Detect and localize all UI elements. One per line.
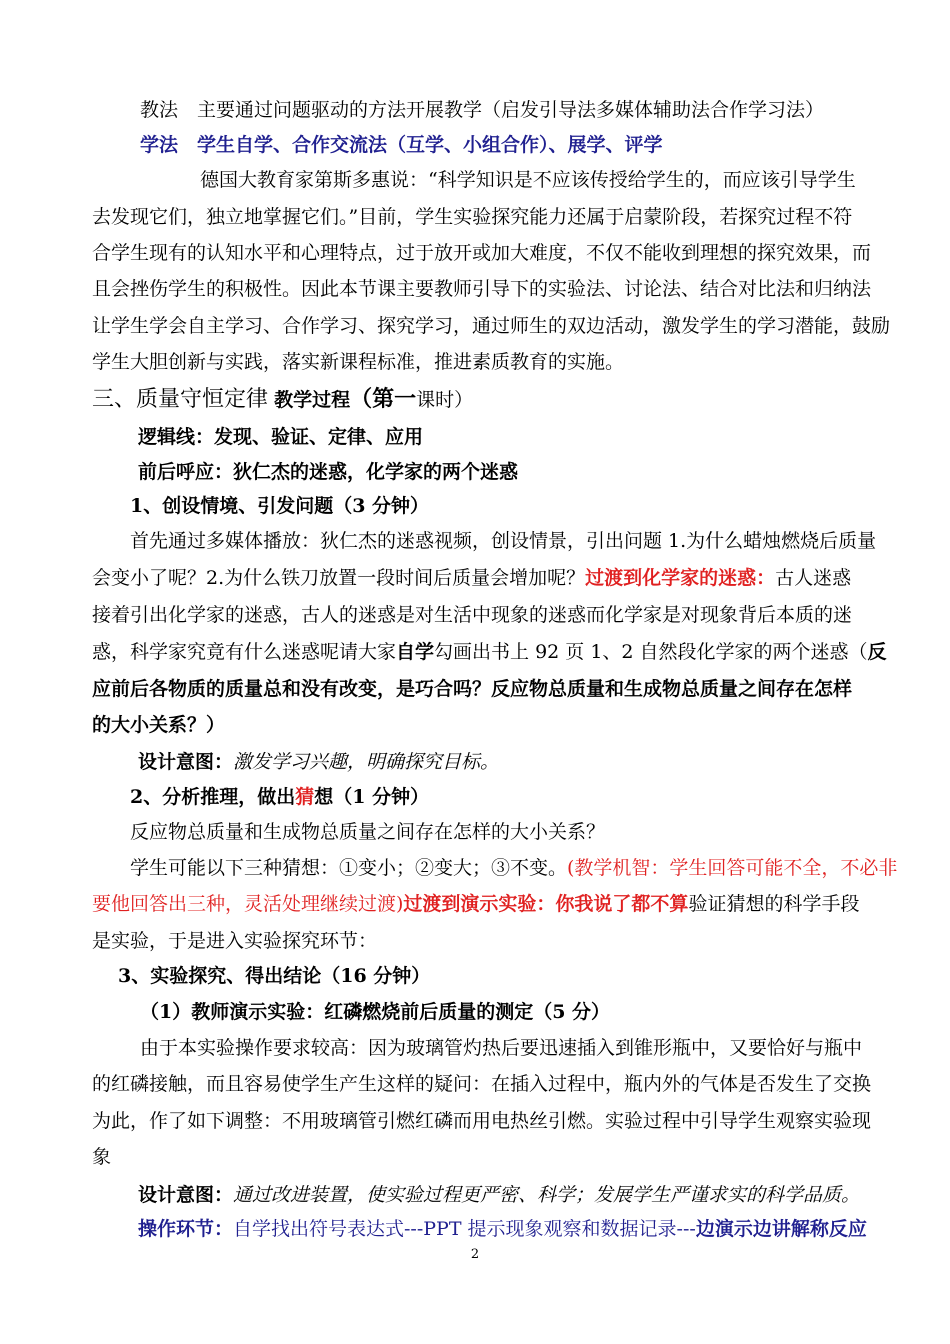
- operation-text-bold: 边演示边讲解称反应: [695, 1218, 867, 1240]
- text-run: 古人迷惑: [775, 567, 852, 589]
- learning-method-line: [140, 132, 663, 158]
- section-title: 三、质量守恒定律: [92, 387, 269, 412]
- learning-method-text: 学生自学、合作交流法（互学、小组合作）、展学、评学: [178, 134, 663, 156]
- paragraph-line: 去发现它们，独立地掌握它们。”目前，学生实验探究能力还属于启蒙阶段，若探究过程不符: [92, 206, 853, 228]
- text-run: 2、分析推理，做出: [130, 786, 296, 808]
- echo-line: 前后呼应：狄仁杰的迷惑，化学家的两个迷惑: [138, 461, 519, 483]
- paragraph-line: 让学生学会自主学习、合作学习、探究学习，通过师生的双边活动，激发学生的学习潜能，鼓励: [92, 315, 891, 337]
- paragraph-line: 是实验，于是进入实验探究环节：: [92, 930, 378, 952]
- paragraph-line: 接着引出化学家的迷惑，古人的迷惑是对生活中现象的迷惑而化学家是对现象背后本质的迷: [92, 604, 853, 626]
- design-intent-label: 设计意图：: [138, 1184, 234, 1206]
- text-run: 惑，科学家究竟有什么迷惑呢请大家: [92, 641, 397, 663]
- step-heading-1: 1、创设情境、引发问题（3 分钟）: [130, 495, 430, 517]
- paragraph-line: 象: [92, 1146, 112, 1168]
- paragraph-line: 首先通过多媒体播放：狄仁杰的迷惑视频，创设情景，引出问题 1.为什么蜡烛燃烧后质量: [130, 530, 877, 552]
- step-heading-3: 3、实验探究、得出结论（16 分钟）: [118, 965, 431, 987]
- paragraph-line: 合学生现有的认知水平和心理特点，过于放开或加大难度，不仅不能收到理想的探究效果，而: [92, 242, 872, 264]
- paragraph-line: [130, 855, 897, 881]
- operation-text: 自学找出符号表达式---PPT 提示现象观察和数据记录---: [233, 1218, 696, 1240]
- step-heading-2: [130, 784, 429, 810]
- section-lesson-close: 课时）: [416, 389, 474, 411]
- bold-run: 反: [867, 641, 887, 663]
- bold-run: 自学: [396, 641, 435, 663]
- paragraph-line: 且会挫伤学生的积极性。因此本节课主要教师引导下的实验法、讨论法、结合对比法和归纳法: [92, 278, 872, 300]
- paragraph-line: 的大小关系？）: [92, 714, 226, 736]
- paragraph-line: 学生大胆创新与实践，落实新课程标准，推进素质教育的实施。: [92, 351, 625, 373]
- design-intent-text: 通过改进装置，使实验过程更严密、科学；发展学生严谨求实的科学品质。: [233, 1184, 861, 1206]
- paragraph-line: 的红磷接触，而且容易使学生产生这样的疑问：在插入过程中，瓶内外的气体是否发生了交换: [92, 1073, 872, 1095]
- text-run: 验证猜想的科学手段: [688, 893, 860, 915]
- design-intent-text: 激发学习兴趣，明确探究目标。: [233, 751, 500, 773]
- paragraph-line: 德国大教育家第斯多惠说：“科学知识是不应该传授给学生的，而应该引导学生: [200, 169, 856, 191]
- highlight-red: 要他回答出三种，灵活处理继续过渡): [92, 893, 404, 915]
- operation-label: 操作环节：: [138, 1218, 234, 1240]
- paragraph-line: 反应物总质量和生成物总质量之间存在怎样的大小关系？: [130, 821, 606, 843]
- section-lesson-open: （第一: [350, 386, 417, 412]
- design-intent-1: [138, 749, 499, 775]
- section-heading: [92, 386, 473, 413]
- paragraph-line: [92, 565, 851, 591]
- section-subtitle: 教学过程: [274, 389, 351, 411]
- operation-step-line: [138, 1216, 867, 1242]
- text-run: 会变小了呢？2.为什么铁刀放置一段时间后质量会增加呢？: [92, 567, 586, 589]
- text-run: 想（1 分钟）: [314, 786, 430, 808]
- logic-line: 逻辑线：发现、验证、定律、应用: [138, 426, 424, 448]
- highlight-red: 过渡到化学家的迷惑：: [585, 567, 776, 589]
- text-run: 勾画出书上 92 页 1、2 自然段化学家的两个迷惑（: [434, 641, 868, 663]
- highlight-red: (教学机智：学生回答可能不全，不必非: [567, 857, 898, 879]
- design-intent-label: 设计意图：: [138, 751, 234, 773]
- teaching-method-line: 教法 主要通过问题驱动的方法开展教学（启发引导法多媒体辅助法合作学习法）: [140, 99, 825, 121]
- text-run: 学生可能以下三种猜想：①变小；②变大；③不变。: [130, 857, 568, 879]
- highlight-red: 猜: [295, 786, 315, 808]
- paragraph-line: 由于本实验操作要求较高：因为玻璃管灼热后要迅速插入到锥形瓶中，又要恰好与瓶中: [140, 1037, 863, 1059]
- design-intent-2: [138, 1182, 860, 1208]
- highlight-red-bold: 过渡到演示实验：你我说了都不算: [403, 893, 689, 915]
- paragraph-line: [92, 639, 887, 665]
- learning-method-label: 学法: [140, 134, 179, 156]
- page-number: 2: [470, 1247, 480, 1262]
- paragraph-line: [92, 891, 859, 917]
- sub-step-heading: （1）教师演示实验：红磷燃烧前后质量的测定（5 分）: [140, 1001, 611, 1023]
- paragraph-line: 应前后各物质的质量总和没有改变，是巧合吗？反应物总质量和生成物总质量之间存在怎样: [92, 678, 853, 700]
- paragraph-line: 为此，作了如下调整：不用玻璃管引燃红磷而用电热丝引燃。实验过程中引导学生观察实验现: [92, 1110, 872, 1132]
